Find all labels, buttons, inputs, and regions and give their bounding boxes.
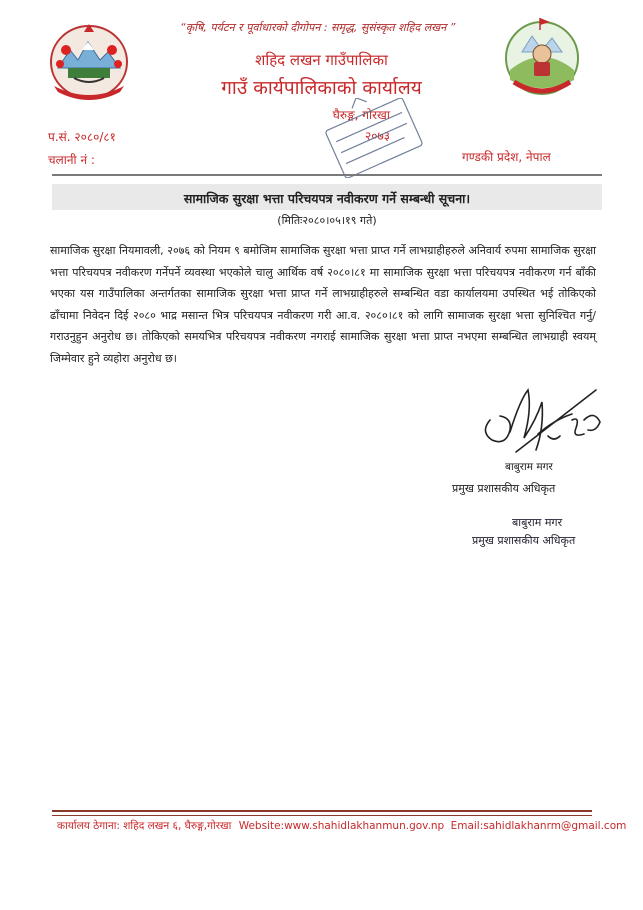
- dispatch-number: चलानी नं :: [48, 153, 95, 167]
- signatory-name: बाबुराम मगर: [505, 461, 553, 473]
- reference-number: प.सं. २०८०/८१: [48, 130, 116, 144]
- established-year: २०७३: [365, 129, 390, 143]
- footer-address: कार्यालय ठेगाना: शहिद लखन ६, घैरुङ्ग,गोरखा: [57, 820, 232, 832]
- office-stamp-icon: [322, 98, 426, 178]
- province-name: गण्डकी प्रदेश, नेपाल: [462, 150, 551, 164]
- notice-title: सामाजिक सुरक्षा भत्ता परिचयपत्र नवीकरण गर्ने सम्बन्धी सूचना।: [183, 191, 471, 206]
- footer: [57, 819, 626, 833]
- footer-rule-thin: [52, 815, 592, 816]
- stamped-name: बाबुराम मगर: [512, 516, 563, 529]
- header-divider: [52, 174, 602, 176]
- municipality-name: शहिद लखन गाउँपालिका: [255, 51, 388, 69]
- notice-body: सामाजिक सुरक्षा नियमावली, २०७६ को नियम ९ बमोजिम सामाजिक सुरक्षा भत्ता प्राप्त गर्ने लाभग्राहीहरुले अनिवार्य रुपमा सामाजिक सुरक्षा भत्ता परिचयपत्र नवीकरण गर्नेपर्ने व्यवस्था भएकोले चालु आर्थिक वर्ष २०८०।८१ मा सामाजिक सुरक्षा भत्ता परिचयपत्र नवीकरण गर्न बाँकी भएका यस गाउँपालिका अन्तर्गतका सामाजिक सुरक्षा भत्ता प्राप्त गर्ने लाभग्राहीहरुले सम्बन्धित वडा कार्यालयमा उपस्थित भई तोकिएको ढाँचामा निवेदन दिई २०८० भाद्र मसान्त भित्र परिचयपत्र नवीकरण गरी आ.व. २०८०।८१ को लागि सामाजक सुरक्षा भत्ता सुनिश्चित गर्नु/गराउनुहुन अनुरोध छ। तोकिएको समयभित्र परिचयपत्र नवीकरण नगराई सामाजिक सुरक्षा भत्ता प्राप्त नभएमा सम्बन्धित लाभग्राही स्वयम् जिम्मेवार हुने व्यहोरा अनुरोध छ।: [50, 244, 596, 365]
- signatory-designation: प्रमुख प्रशासकीय अधिकृत: [452, 482, 556, 495]
- office-location: घैरुङ्ग, गोरखा: [332, 108, 390, 122]
- tagline: “कृषि, पर्यटन र पूर्वाधारको दीगोपन : समृद्ध, सुसंस्कृत शहिद लखन ”: [180, 21, 456, 34]
- footer-rule: [52, 810, 592, 812]
- notice-date: (मितिः२०८०।०५।१९ गते): [277, 214, 377, 227]
- footer-website[interactable]: Website:www.shahidlakhanmun.gov.np: [238, 820, 445, 832]
- stamped-designation: प्रमुख प्रशासकीय अधिकृत: [472, 534, 576, 547]
- signature-icon: [476, 380, 606, 458]
- footer-email[interactable]: Email:sahidlakhanrm@gmail.com: [450, 820, 627, 832]
- office-name: गाउँ कार्यपालिकाको कार्यालय: [221, 77, 422, 99]
